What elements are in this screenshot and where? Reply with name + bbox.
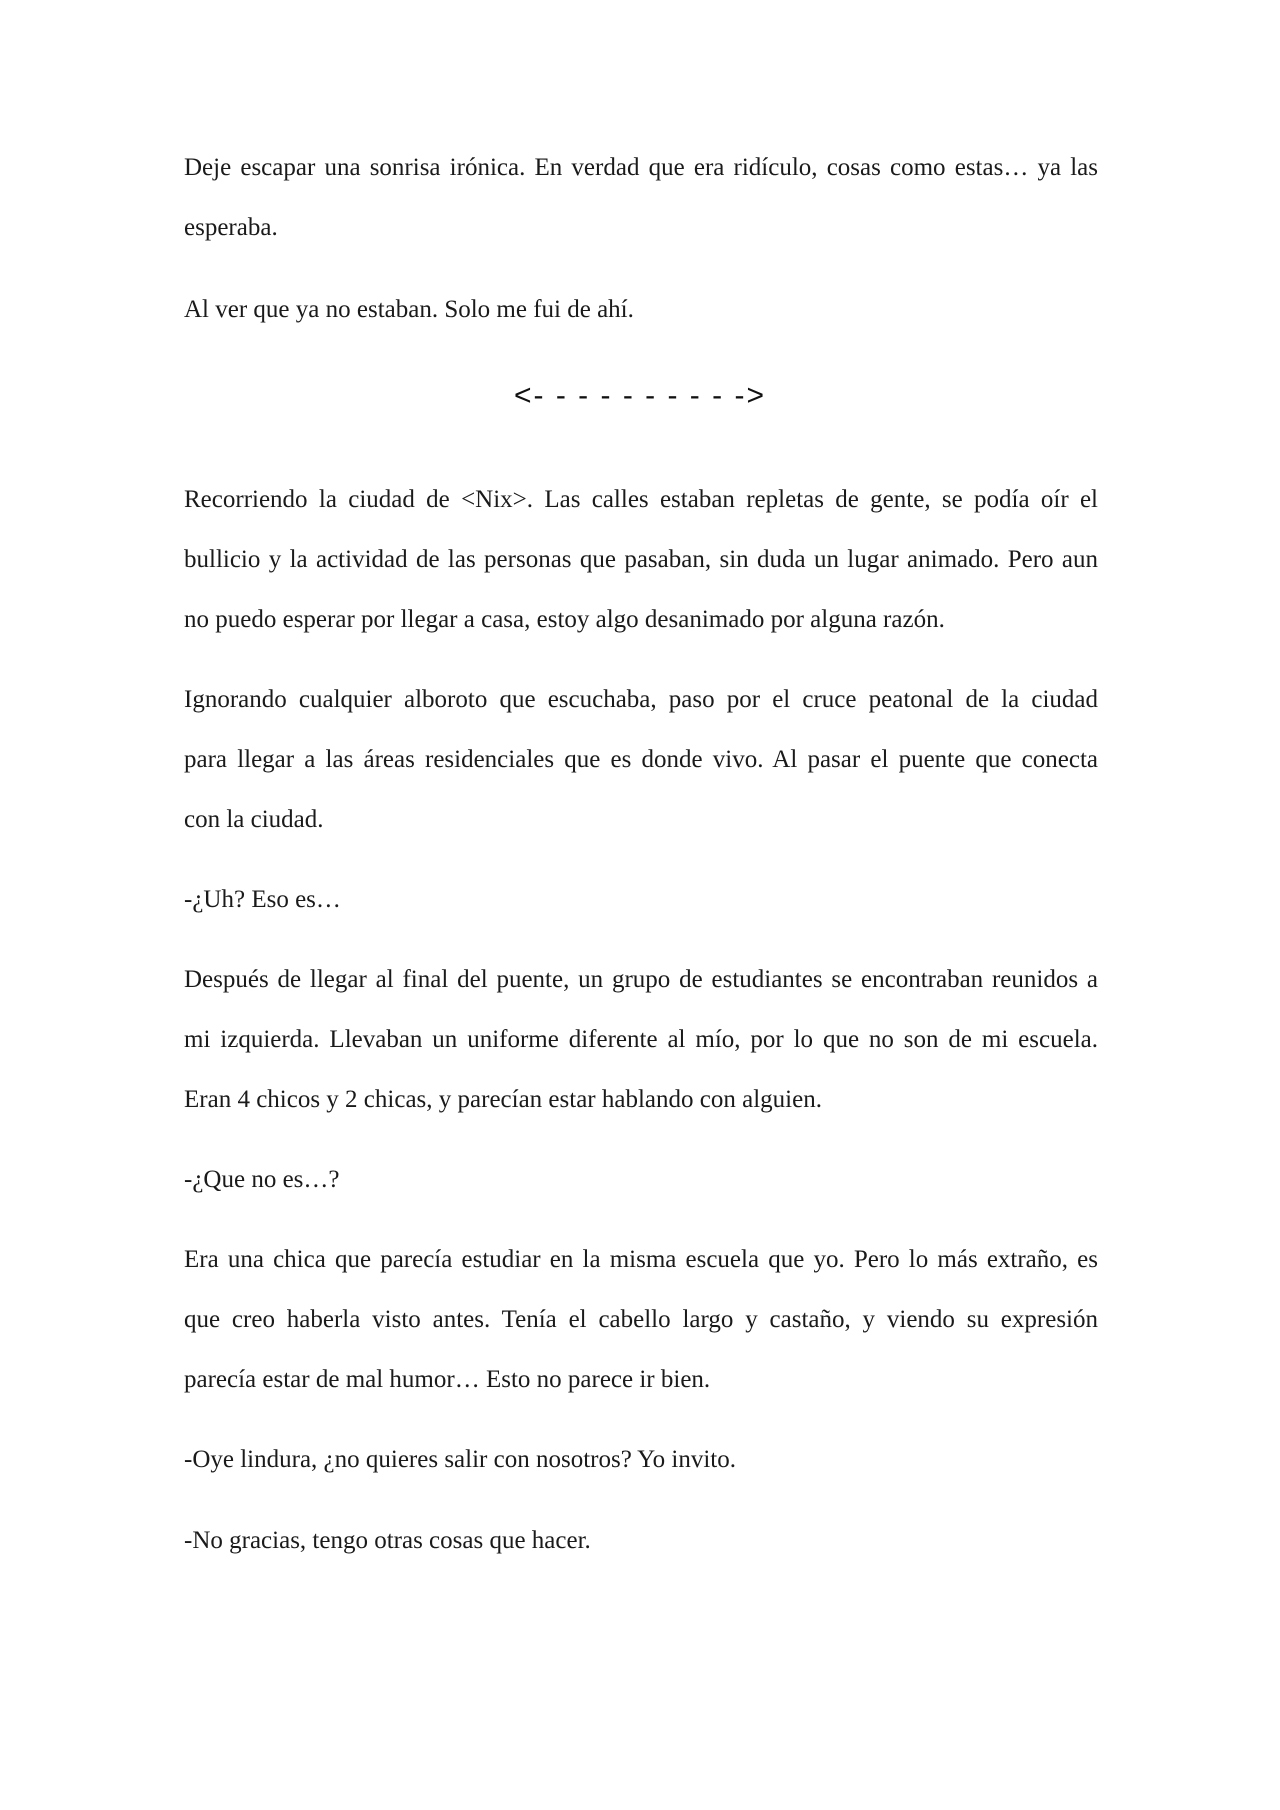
paragraph: [184, 950, 1098, 1130]
paragraph: [184, 1430, 1098, 1490]
text-line: Deje escapar una sonrisa irónica. En verdad que era ridículo, cosas como estas… ya las: [184, 154, 1098, 181]
text-line: Al ver que ya no estaban. Solo me fui de ahí.: [184, 296, 634, 323]
text-line: mi izquierda. Llevaban un uniforme diferente al mío, por lo que no son de mi escuela.: [184, 1026, 1098, 1053]
text-line: Recorriendo la ciudad de <Nix>. Las calles estaban repletas de gente, se podía oír el: [184, 486, 1098, 513]
paragraph: [184, 280, 1098, 340]
text-line: -¿Uh? Eso es…: [184, 886, 341, 913]
paragraph: [184, 470, 1098, 650]
text-line: Después de llegar al final del puente, un grupo de estudiantes se encontraban reunidos a: [184, 966, 1098, 993]
text-line: esperaba.: [184, 214, 278, 241]
paragraph: [184, 1150, 1098, 1210]
paragraph: [184, 138, 1098, 258]
text-line: que creo haberla visto antes. Tenía el cabello largo y castaño, y viendo su expresión: [184, 1306, 1098, 1333]
text-line: Era una chica que parecía estudiar en la misma escuela que yo. Pero lo más extraño, es: [184, 1246, 1098, 1273]
text-line: Eran 4 chicos y 2 chicas, y parecían estar hablando con alguien.: [184, 1086, 822, 1113]
text-line: Ignorando cualquier alboroto que escuchaba, paso por el cruce peatonal de la ciudad: [184, 686, 1098, 713]
text-line: parecía estar de mal humor… Esto no parece ir bien.: [184, 1366, 711, 1393]
paragraph: [184, 1511, 1098, 1571]
paragraph: [184, 670, 1098, 850]
section-separator: <- - - - - - - - - ->: [514, 379, 766, 412]
paragraph: [184, 1230, 1098, 1410]
text-line: para llegar a las áreas residenciales que es donde vivo. Al pasar el puente que conecta: [184, 746, 1098, 773]
text-line: bullicio y la actividad de las personas que pasaban, sin duda un lugar animado. Pero aun: [184, 546, 1098, 573]
paragraph: [184, 870, 1098, 930]
text-line: -Oye lindura, ¿no quieres salir con nosotros? Yo invito.: [184, 1446, 737, 1473]
text-line: con la ciudad.: [184, 806, 324, 833]
text-line: no puedo esperar por llegar a casa, estoy algo desanimado por alguna razón.: [184, 606, 945, 633]
text-line: -¿Que no es…?: [184, 1166, 340, 1193]
text-line: -No gracias, tengo otras cosas que hacer.: [184, 1527, 591, 1554]
